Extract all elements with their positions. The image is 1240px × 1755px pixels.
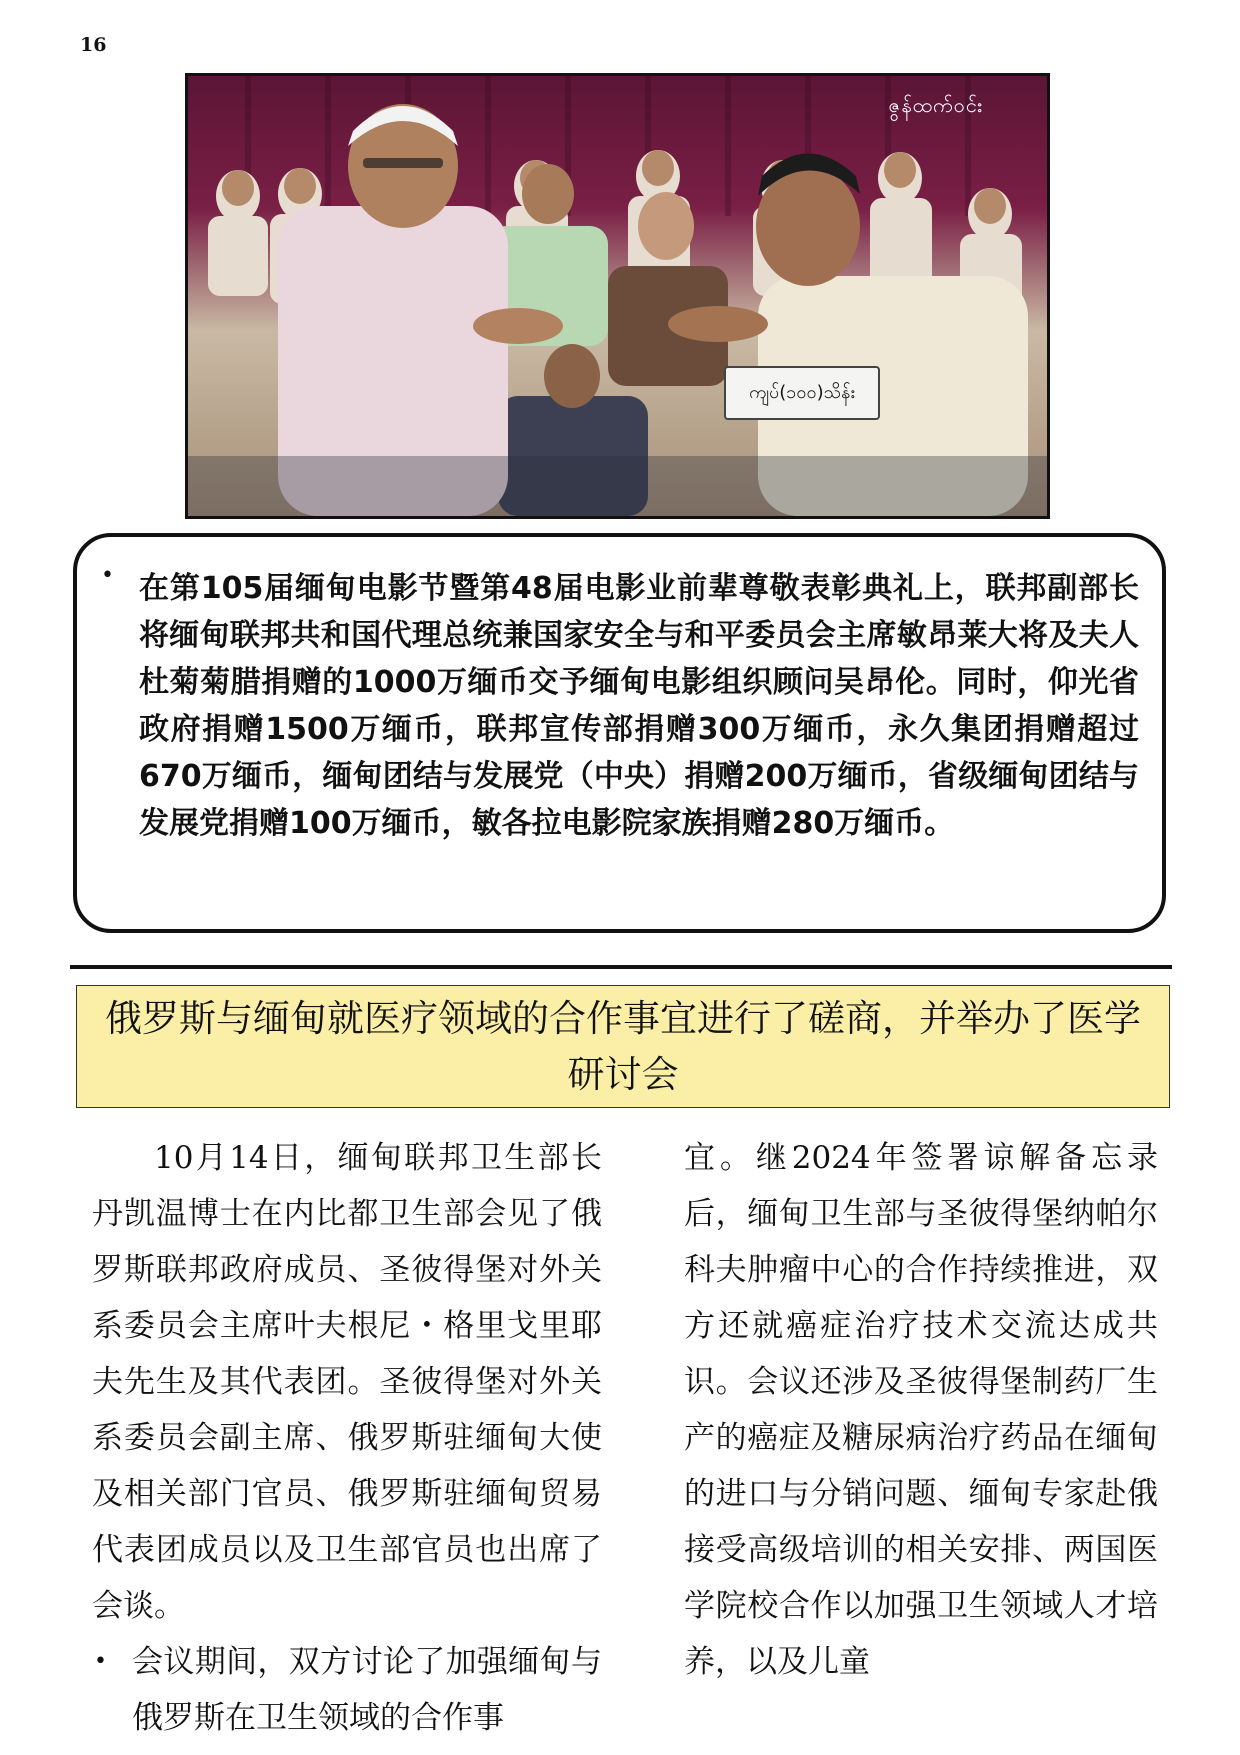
donation-box-label: ကျပ်(၁၀၀)သိန်း: [724, 366, 880, 420]
bullet-icon: •: [94, 1649, 107, 1674]
section-divider: [70, 965, 1172, 969]
highlight-box: [73, 533, 1166, 933]
article-headline: 俄罗斯与缅甸就医疗领域的合作事宜进行了磋商，并举办了医学研讨会: [105, 996, 1141, 1096]
bullet-icon: •: [101, 563, 114, 588]
page-number: 16: [80, 34, 107, 56]
photographer-watermark: ဇွန်ထက်ဝင်း: [888, 93, 983, 117]
headline-box: [76, 985, 1170, 1108]
article-bullet-text: 会议期间，双方讨论了加强缅甸与俄罗斯在卫生领域的合作事: [132, 1644, 602, 1736]
article-paragraph-continued: 宜。继2024年签署谅解备忘录后，缅甸卫生部与圣彼得堡纳帕尔科夫肿瘤中心的合作持续推进，双方还就癌症治疗技术交流达成共识。会议还涉及圣彼得堡制药厂生产的癌症及糖尿病治疗药品在缅甸的进口与分销问题、缅甸专家赴俄接受高级培训的相关安排、两国医学院校合作以加强卫生领域人才培养，以及儿童: [684, 1140, 1158, 1680]
news-photo: [185, 73, 1050, 519]
article-column-left: [92, 1130, 602, 1746]
article-paragraph: 10月14日，缅甸联邦卫生部长丹凯温博士在内比都卫生部会见了俄罗斯联邦政府成员、圣彼得堡对外关系委员会主席叶夫根尼・格里戈里耶夫先生及其代表团。圣彼得堡对外关系委员会副主席、俄罗斯驻缅甸大使及相关部门官员、俄罗斯驻缅甸贸易代表团成员以及卫生部官员也出席了会谈。: [92, 1140, 602, 1624]
article-bullet-item: [92, 1634, 602, 1746]
highlight-text: 在第105届缅甸电影节暨第48届电影业前辈尊敬表彰典礼上，联邦副部长将缅甸联邦共和国代理总统兼国家安全与和平委员会主席敏昂莱大将及夫人杜菊菊腊捐赠的1000万缅币交予缅甸电影组织顾问吴昂伦。同时，仰光省政府捐赠1500万缅币，联邦宣传部捐赠300万缅币，永久集团捐赠超过670万缅币，缅甸团结与发展党（中央）捐赠200万缅币，省级缅甸团结与发展党捐赠100万缅币，敏各拉电影院家族捐赠280万缅币。: [139, 571, 1139, 841]
photo-illustration: [188, 76, 1047, 516]
article-column-right: [684, 1130, 1158, 1690]
